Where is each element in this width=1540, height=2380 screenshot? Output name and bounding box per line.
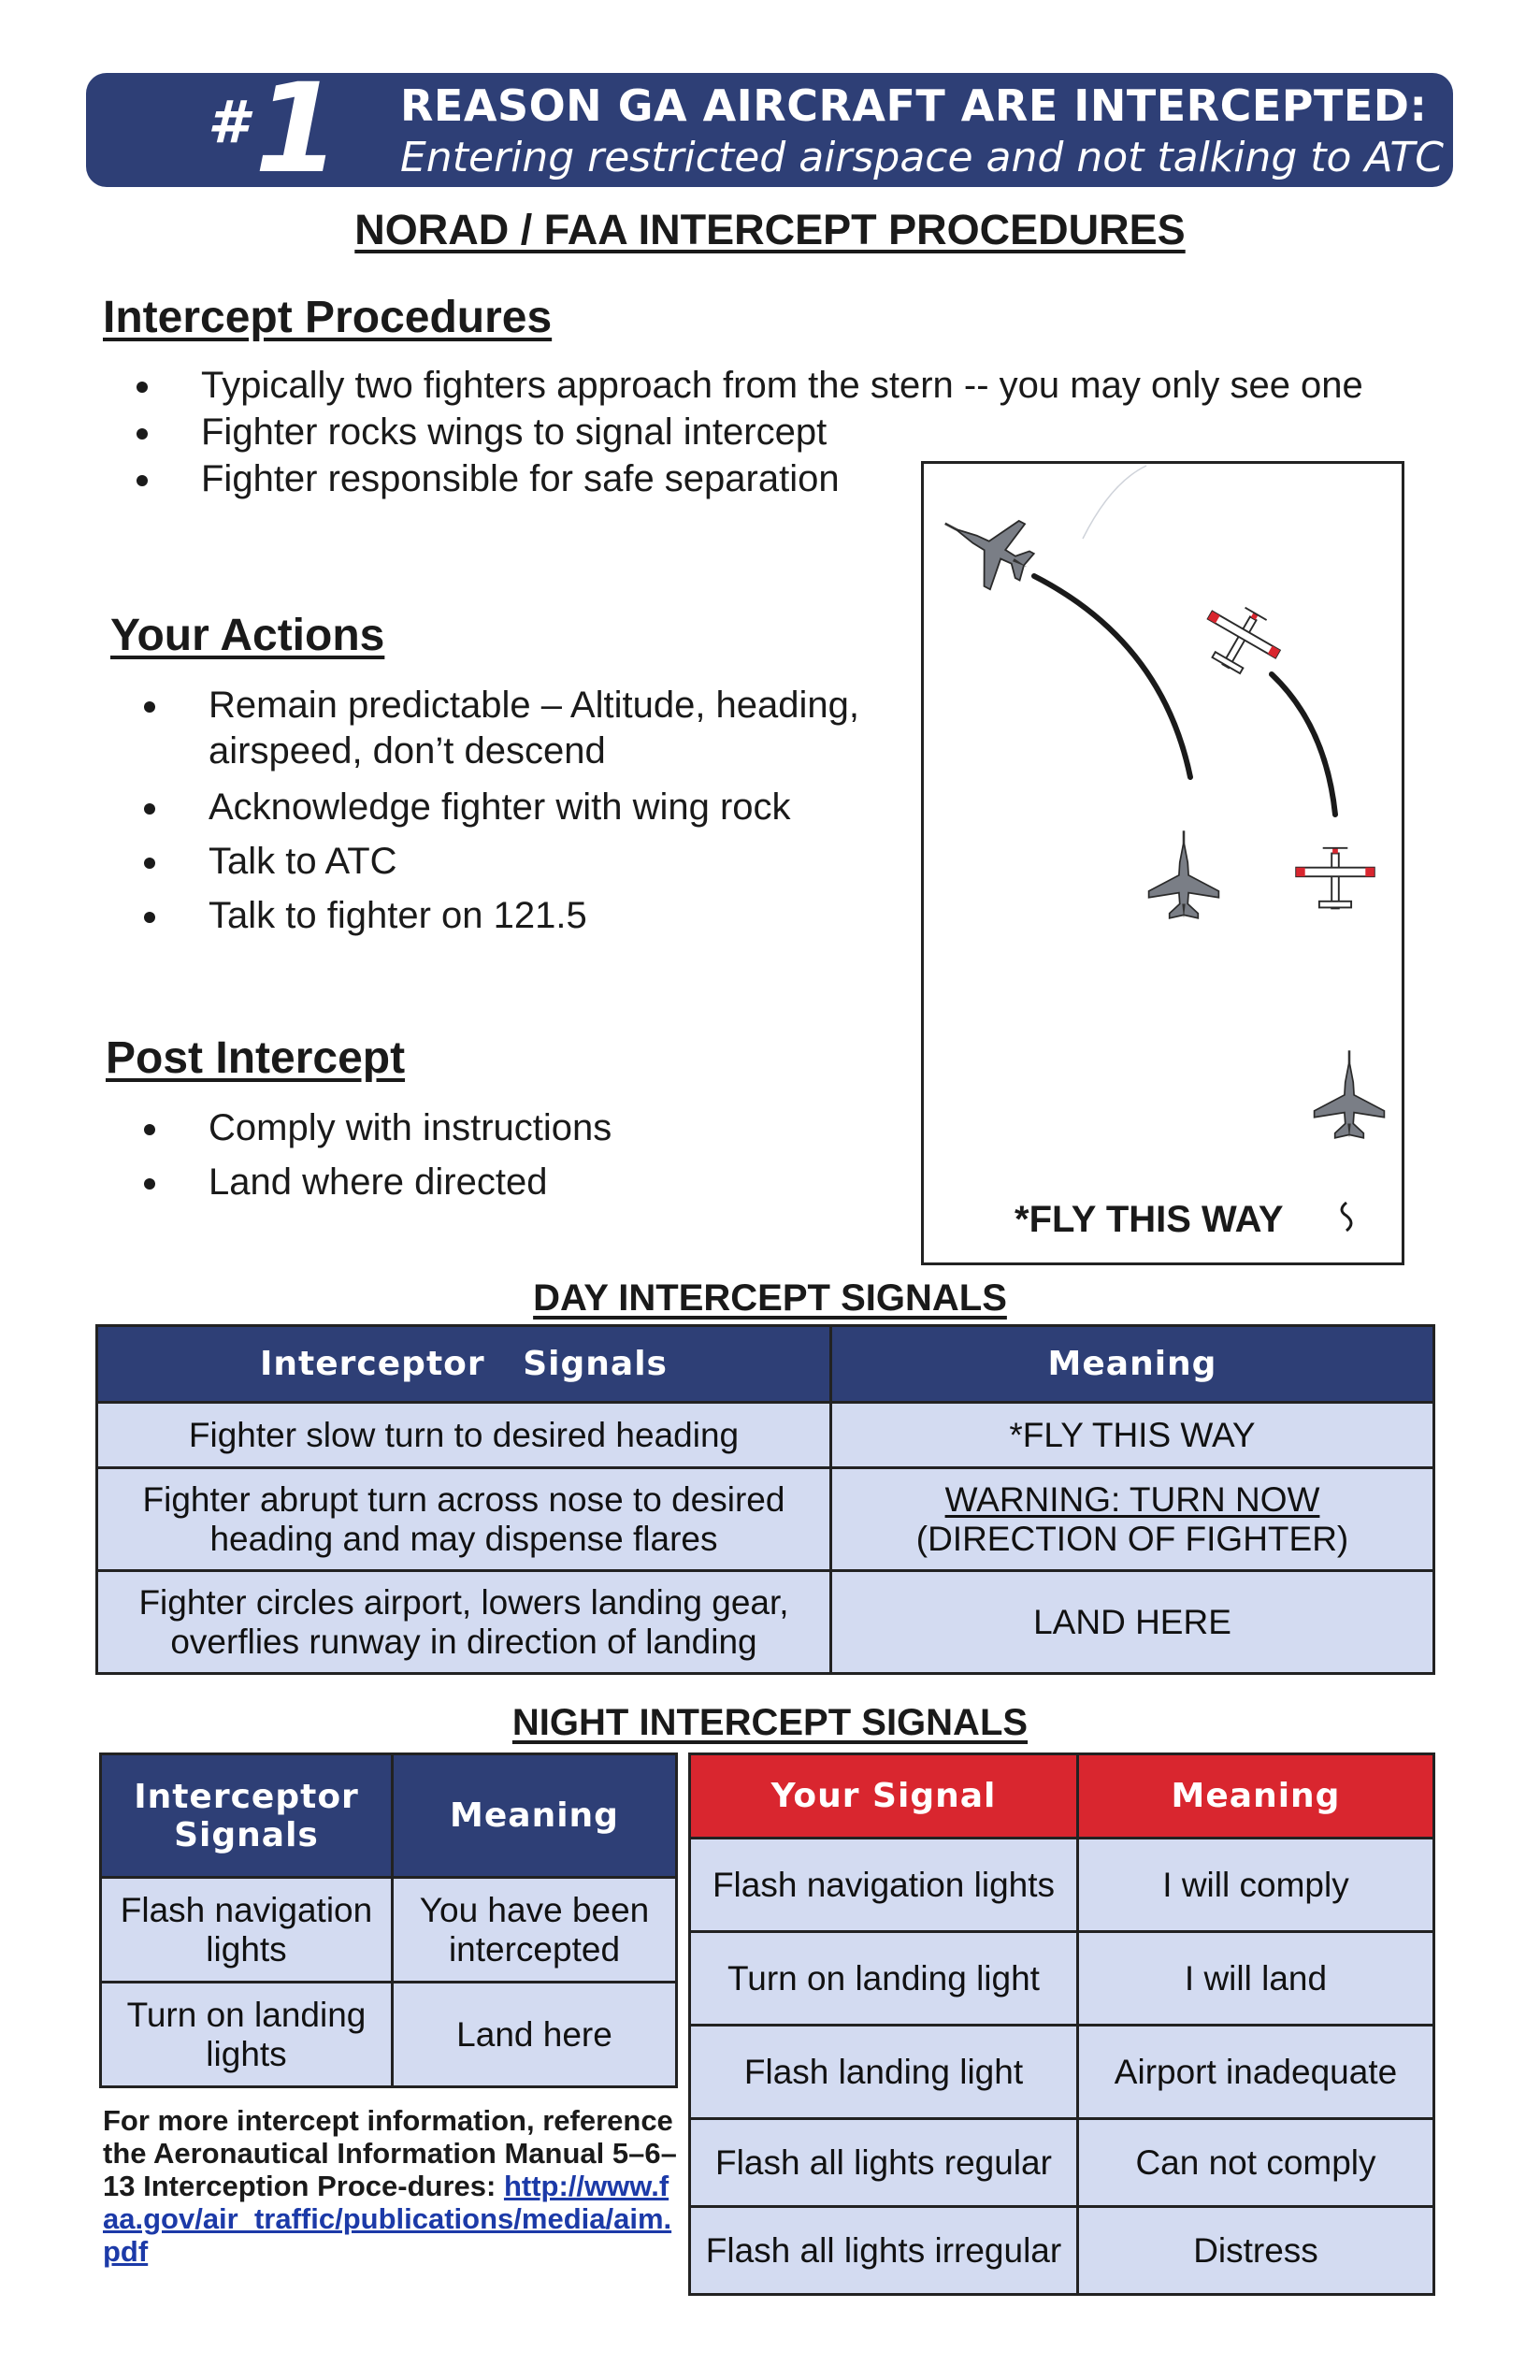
day-signals-table (95, 1324, 1435, 1675)
meaning-cell: You have been intercepted (393, 1878, 677, 1983)
table-row (690, 2119, 1434, 2207)
signal-cell: Turn on landing lights (101, 1983, 393, 2087)
banner-digit: 1 (254, 57, 340, 201)
signal-cell: Flash all lights irregular (690, 2207, 1078, 2295)
intercept-procedures-heading: Intercept Procedures (103, 293, 553, 342)
fighter-jet-icon (1315, 1050, 1385, 1138)
night-signals-title: NIGHT INTERCEPT SIGNALS (511, 1702, 1029, 1743)
column-header: Meaning (393, 1754, 677, 1878)
signal-cell: Fighter abrupt turn across nose to desired heading and may dispense flares (97, 1468, 831, 1571)
signal-cell: Fighter slow turn to desired heading (97, 1403, 831, 1468)
fighter-jet-icon (1149, 830, 1219, 918)
fighter-jet-icon (928, 491, 1044, 599)
column-header: Your Signal (690, 1754, 1078, 1839)
list-item: Acknowledge fighter with wing rock (110, 785, 896, 839)
warning-text: WARNING: TURN NOW (944, 1480, 1320, 1520)
column-header: Meaning (1078, 1754, 1434, 1839)
page-title: NORAD / FAA INTERCEPT PROCEDURES (354, 206, 1186, 253)
meaning-cell: Airport inadequate (1078, 2026, 1434, 2119)
your-actions-heading: Your Actions (110, 611, 385, 660)
aircraft-path (1272, 674, 1335, 815)
ga-aircraft-icon (1192, 594, 1290, 685)
table-row (101, 1878, 677, 1983)
table-row (97, 1468, 1434, 1571)
meaning-cell: Distress (1078, 2207, 1434, 2295)
ga-aircraft-icon (1296, 848, 1374, 909)
table-row (690, 2207, 1434, 2295)
list-item: Fighter responsible for safe separation (103, 456, 1449, 503)
night-your-signal-table (688, 1753, 1435, 2296)
list-item: Comply with instructions (110, 1105, 896, 1160)
list-item: Typically two fighters approach from the stern -- you may only see one (103, 363, 1449, 410)
table-row (97, 1571, 1434, 1674)
table-row (690, 1932, 1434, 2026)
post-intercept-heading: Post Intercept (106, 1033, 406, 1083)
signal-cell: Fighter circles airport, lowers landing gear, overflies runway in direction of landing (97, 1571, 831, 1674)
banner-hash: # (208, 88, 249, 156)
fighter-path (1034, 576, 1190, 777)
banner-headline: REASON GA AIRCRAFT ARE INTERCEPTED: (400, 80, 1428, 131)
signal-cell: Flash navigation lights (690, 1839, 1078, 1932)
list-item: Remain predictable – Altitude, heading, airspeed, don’t descend (110, 683, 896, 785)
list-item: Land where directed (110, 1160, 896, 1214)
meaning-cell: LAND HERE (831, 1571, 1434, 1674)
post-intercept-list (110, 1105, 896, 1214)
signal-cell: Flash all lights regular (690, 2119, 1078, 2207)
banner-subheadline: Entering restricted airspace and not talking to ATC (400, 134, 1444, 181)
table-header-row (690, 1754, 1434, 1839)
day-signals-title: DAY INTERCEPT SIGNALS (533, 1277, 1007, 1319)
column-header: Interceptor Signals (101, 1754, 393, 1878)
your-actions-list (110, 683, 896, 947)
signal-cell: Flash landing light (690, 2026, 1078, 2119)
intercept-diagram-svg (924, 464, 1402, 1262)
direction-text: (DIRECTION OF FIGHTER) (915, 1519, 1349, 1558)
table-header-row (101, 1754, 677, 1878)
night-interceptor-table (99, 1753, 678, 2088)
meaning-cell: I will land (1078, 1932, 1434, 2026)
aim-link[interactable]: http://www.faa.gov/air_traffic/publications/media/aim.pdf (103, 2170, 672, 2269)
list-item: Talk to fighter on 121.5 (110, 893, 896, 947)
footnote-text: For more intercept information, reference the Aeronautical Information Manual 5–6–13 Interception Proce-dures: (103, 2104, 677, 2203)
meaning-cell: Can not comply (1078, 2119, 1434, 2207)
list-item: Fighter rocks wings to signal intercept (103, 410, 1449, 456)
column-header: Meaning (831, 1326, 1434, 1403)
banner-number (114, 57, 340, 201)
intercept-diagram (921, 461, 1404, 1265)
column-header: Interceptor Signals (97, 1326, 831, 1403)
list-item: Talk to ATC (110, 839, 896, 893)
squiggle-icon (1342, 1203, 1351, 1231)
meaning-cell: I will comply (1078, 1839, 1434, 1932)
table-row (690, 1839, 1434, 1932)
table-row (97, 1403, 1434, 1468)
reference-footnote (103, 2104, 683, 2268)
meaning-cell: Land here (393, 1983, 677, 2087)
table-header-row (97, 1326, 1434, 1403)
signal-cell: Turn on landing light (690, 1932, 1078, 2026)
signal-cell: Flash navigation lights (101, 1878, 393, 1983)
meaning-cell (831, 1468, 1434, 1571)
table-row (101, 1983, 677, 2087)
table-row (690, 2026, 1434, 2119)
faint-line (1083, 466, 1146, 539)
meaning-cell: *FLY THIS WAY (831, 1403, 1434, 1468)
diagram-caption: *FLY THIS WAY (1015, 1199, 1284, 1240)
